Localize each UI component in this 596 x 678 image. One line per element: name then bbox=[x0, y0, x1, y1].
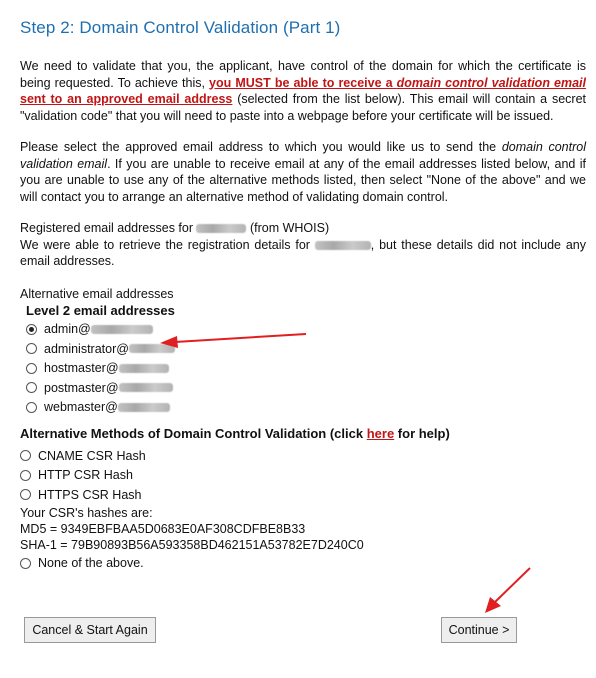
radio-button[interactable] bbox=[26, 343, 37, 354]
alternative-methods-heading: Alternative Methods of Domain Control Validation (click here for help) bbox=[20, 426, 450, 441]
alternative-email-label: Alternative email addresses bbox=[20, 286, 174, 301]
cancel-button[interactable]: Cancel & Start Again bbox=[24, 617, 156, 643]
radio-button[interactable] bbox=[26, 402, 37, 413]
md5-hash: MD5 = 9349EBFBAA5D0683E0AF308CDFBE8B33 bbox=[20, 521, 306, 536]
radio-button[interactable] bbox=[26, 363, 37, 374]
option-none[interactable]: None of the above. bbox=[20, 554, 586, 574]
select-paragraph: Please select the approved email address to which you would like us to send the domain control validation email. If you are unable to receive email at any of the email addresses listed below, and if you are unable to use any of the alternative methods listed, then select "None of the above" and we will contact you to arrange an alternative method of validating domain control. bbox=[20, 140, 586, 204]
email-option-admin[interactable]: admin@ bbox=[26, 320, 586, 340]
content bbox=[20, 18, 586, 573]
email-option-administrator[interactable]: administrator@ bbox=[26, 339, 586, 359]
email-option-webmaster[interactable]: webmaster@ bbox=[26, 398, 586, 418]
radio-button[interactable] bbox=[20, 470, 31, 481]
method-option-https[interactable]: HTTPS CSR Hash bbox=[20, 485, 586, 505]
radio-button[interactable] bbox=[20, 450, 31, 461]
redacted-domain bbox=[129, 344, 175, 353]
method-option-http[interactable]: HTTP CSR Hash bbox=[20, 466, 586, 486]
method-option-cname[interactable]: CNAME CSR Hash bbox=[20, 446, 586, 466]
whois-paragraph: Registered email addresses for (from WHOIS) We were able to retrieve the registration details for , but these details did not include any email addresses. bbox=[20, 221, 586, 268]
continue-button[interactable]: Continue > bbox=[441, 617, 517, 643]
level2-label: Level 2 email addresses bbox=[26, 302, 175, 318]
page-title: Step 2: Domain Control Validation (Part 1) bbox=[20, 18, 341, 37]
sha1-hash: SHA-1 = 79B90893B56A593358BD462151A53782E7D240C0 bbox=[20, 537, 364, 552]
redacted-domain bbox=[91, 325, 153, 334]
radio-button[interactable] bbox=[20, 558, 31, 569]
email-option-postmaster[interactable]: postmaster@ bbox=[26, 378, 586, 398]
radio-button[interactable] bbox=[20, 489, 31, 500]
arrow-to-continue bbox=[485, 568, 530, 613]
intro-paragraph: We need to validate that you, the applicant, have control of the domain for which the certificate is being requested. To achieve this, you MUST be able to receive a domain control validation email sent to an approved email address (selected from the list below). This email will contain a secret "validation code" that you will need to paste into a webpage before your certificate will be issued. bbox=[20, 59, 586, 123]
redacted-domain bbox=[118, 403, 170, 412]
redacted-domain bbox=[315, 241, 371, 250]
redacted-domain bbox=[119, 364, 169, 373]
warning-text: you MUST be able to receive a domain control validation email sent to an approved email address bbox=[20, 75, 586, 106]
redacted-domain bbox=[196, 224, 246, 233]
email-option-hostmaster[interactable]: hostmaster@ bbox=[26, 359, 586, 379]
radio-button[interactable] bbox=[26, 382, 37, 393]
redacted-domain bbox=[119, 383, 173, 392]
hash-label: Your CSR's hashes are: bbox=[20, 505, 153, 520]
radio-button-selected[interactable] bbox=[26, 324, 37, 335]
help-link[interactable]: here bbox=[366, 426, 395, 441]
